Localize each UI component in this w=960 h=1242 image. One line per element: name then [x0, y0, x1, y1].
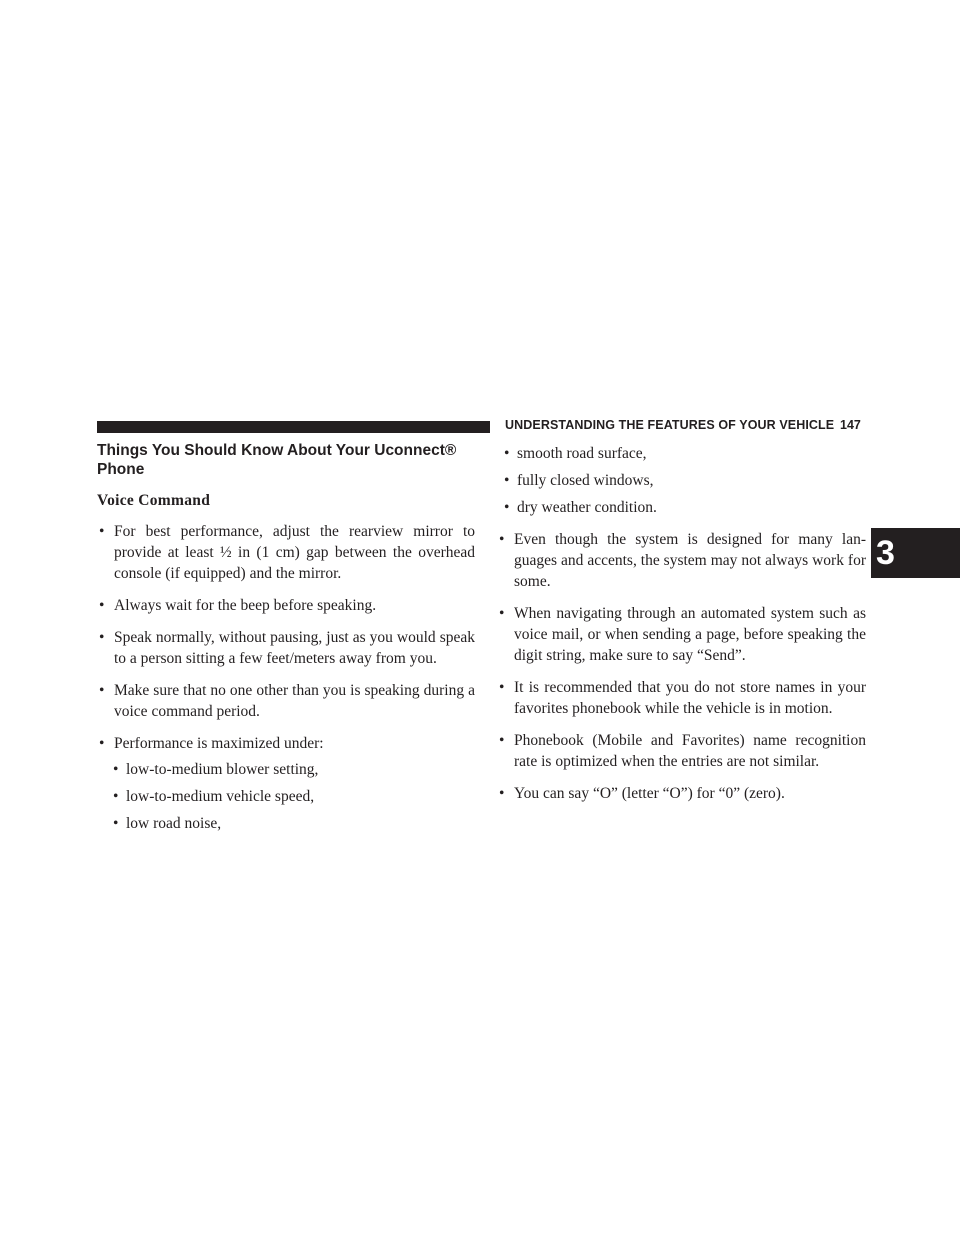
bullet-icon: • [504, 472, 510, 489]
sub-list-item [497, 497, 866, 518]
bullet-icon: • [99, 629, 105, 646]
list-item-text: For best performance, adjust the rearview mirror to provide at least ½ in (1 cm) gap between the overhead console (if equipped) and the mirror. [114, 523, 475, 582]
sub-list-item-text: low road noise, [126, 815, 222, 832]
list-item [97, 680, 475, 722]
bullet-icon: • [499, 605, 505, 622]
sub-list-item-text: dry weather condition. [517, 499, 657, 516]
sub-list-item-text: smooth road surface, [517, 445, 647, 462]
list-item-text: It is recommended that you do not store names in your favorites phonebook while the vehicle is in motion. [514, 679, 866, 717]
list-item-text: When navigating through an automated system such as voice mail, or when sending a page, before speaking the digit string, make sure to say “Send”. [514, 605, 866, 664]
left-column [97, 441, 475, 840]
bullet-icon: • [499, 785, 505, 802]
bullet-icon: • [499, 732, 505, 749]
list-item [497, 783, 866, 804]
list-item [97, 595, 475, 616]
header-rule [97, 421, 490, 433]
bullet-icon: • [99, 682, 105, 699]
sub-list-item [97, 786, 475, 807]
list-item-text: Make sure that no one other than you is speaking during a voice command period. [114, 682, 475, 720]
bullet-icon: • [499, 531, 505, 548]
running-header: UNDERSTANDING THE FEATURES OF YOUR VEHICLE [505, 418, 835, 432]
list-item [97, 521, 475, 584]
page-number: 147 [840, 418, 861, 432]
chapter-tab: 3 [871, 528, 960, 578]
list-item-text: Phonebook (Mobile and Favorites) name recognition rate is optimized when the entries are not similar. [514, 732, 866, 770]
bullet-icon: • [113, 815, 119, 832]
bullet-icon: • [99, 597, 105, 614]
left-sub-list [97, 759, 475, 834]
list-item [497, 677, 866, 719]
right-sub-list [497, 443, 866, 518]
sub-list-item [497, 470, 866, 491]
section-title [97, 441, 475, 479]
sub-list-item [97, 759, 475, 780]
list-item-text: You can say “O” (letter “O”) for “0” (zero). [514, 785, 785, 802]
right-bullet-list [497, 529, 866, 804]
bullet-icon: • [99, 523, 105, 540]
right-column [497, 443, 866, 815]
bullet-icon: • [499, 679, 505, 696]
section-title-line-1: Things You Should Know About Your Uconnect® [97, 442, 457, 459]
list-item-text: Speak normally, without pausing, just as you would speak to a person sitting a few feet/meters away from you. [114, 629, 475, 667]
list-item [497, 730, 866, 772]
bullet-icon: • [99, 735, 105, 752]
bullet-icon: • [504, 499, 510, 516]
bullet-icon: • [113, 761, 119, 778]
left-bullet-list [97, 521, 475, 754]
list-item-text: Always wait for the beep before speaking. [114, 597, 377, 614]
sub-list-item [497, 443, 866, 464]
list-item [497, 529, 866, 592]
sub-list-item [97, 813, 475, 834]
bullet-icon: • [113, 788, 119, 805]
subheading-voice-command: Voice Command [97, 492, 211, 509]
list-item [97, 627, 475, 669]
list-item [497, 603, 866, 666]
list-item-text: Performance is maximized under: [114, 735, 324, 752]
bullet-icon: • [504, 445, 510, 462]
sub-list-item-text: low-to-medium blower setting, [126, 761, 319, 778]
section-title-line-2: Phone [97, 461, 145, 478]
list-item [97, 733, 475, 754]
sub-list-item-text: fully closed windows, [517, 472, 654, 489]
list-item-text: Even though the system is designed for many lan- guages and accents, the system may not always work for some. [514, 531, 866, 590]
sub-list-item-text: low-to-medium vehicle speed, [126, 788, 315, 805]
